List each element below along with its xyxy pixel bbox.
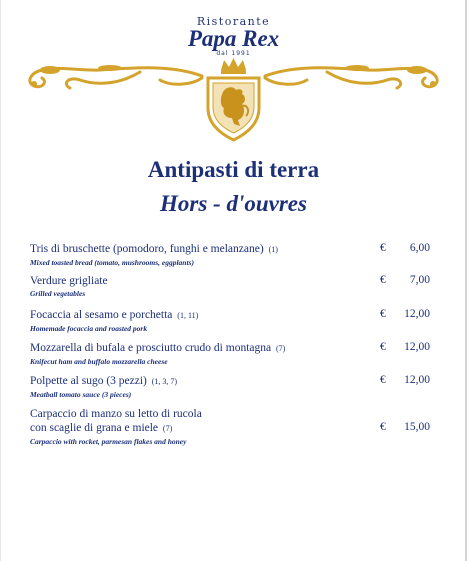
price-value: 12,00 [404, 374, 430, 386]
item-name [30, 308, 370, 323]
item-name [30, 341, 370, 356]
currency-symbol: € [380, 374, 386, 386]
item-price [380, 341, 430, 353]
item-price [380, 242, 430, 254]
item-allergens: (1, 3, 7) [151, 377, 178, 386]
item-description: Grilled vegetables [30, 289, 86, 298]
item-title: Mozzarella di bufala e prosciutto crudo di montagna [30, 342, 272, 354]
item-name [30, 274, 370, 288]
item-title-line1: Carpaccio di manzo su letto di rucola [30, 408, 202, 420]
item-price [380, 308, 430, 320]
brand-prefix: Ristorante [196, 15, 271, 28]
crown-icon [221, 58, 246, 74]
item-allergens: (1, 11) [177, 311, 199, 320]
menu-item [30, 407, 430, 451]
item-name [30, 407, 370, 436]
menu-item [30, 374, 430, 407]
item-title: Focaccia al sesamo e porchetta [30, 309, 173, 321]
item-title-line2: con scaglie di grana e miele [30, 422, 159, 434]
item-description: Carpaccio with rocket, parmesan flakes and honey [30, 437, 187, 446]
item-description: Knifecut ham and buffalo mozzarella cheese [30, 357, 168, 366]
price-value: 6,00 [409, 242, 430, 254]
item-allergens: (7) [162, 424, 173, 433]
item-title: Verdure grigliate [30, 275, 108, 287]
item-title: Polpette al sugo (3 pezzi) [30, 375, 147, 387]
item-name [30, 374, 370, 389]
menu-item [30, 308, 430, 341]
item-description: Mixed toasted bread (tomato, mushrooms, eggplants) [30, 258, 194, 267]
crest-ornament [20, 56, 447, 144]
item-price [380, 274, 430, 286]
price-value: 15,00 [404, 421, 430, 433]
item-name [30, 242, 370, 257]
item-title: Tris di bruschette (pomodoro, funghi e melanzane) [30, 243, 264, 255]
menu-header [0, 0, 467, 150]
item-allergens: (7) [275, 344, 286, 353]
currency-symbol: € [380, 308, 386, 320]
item-description: Meatball tomato sauce (3 pieces) [30, 390, 132, 399]
price-value: 12,00 [404, 308, 430, 320]
brand-name: Papa Rex [187, 26, 280, 51]
currency-symbol: € [380, 421, 386, 433]
currency-symbol: € [380, 341, 386, 353]
menu-item [30, 274, 430, 308]
currency-symbol: € [380, 274, 386, 286]
item-allergens: (1) [268, 245, 278, 254]
item-price [380, 421, 430, 433]
menu-item [30, 242, 430, 274]
section-subtitle: Hors - d'ouvres [160, 191, 307, 216]
price-value: 12,00 [404, 341, 430, 353]
currency-symbol: € [380, 242, 386, 254]
brand-since: dal 1991 [216, 50, 251, 57]
menu-list [30, 242, 430, 451]
item-price [380, 374, 430, 386]
item-description: Homemade focaccia and roasted pork [30, 324, 148, 333]
section-title: Antipasti di terra [147, 157, 320, 182]
menu-item [30, 341, 430, 374]
price-value: 7,00 [409, 274, 430, 286]
